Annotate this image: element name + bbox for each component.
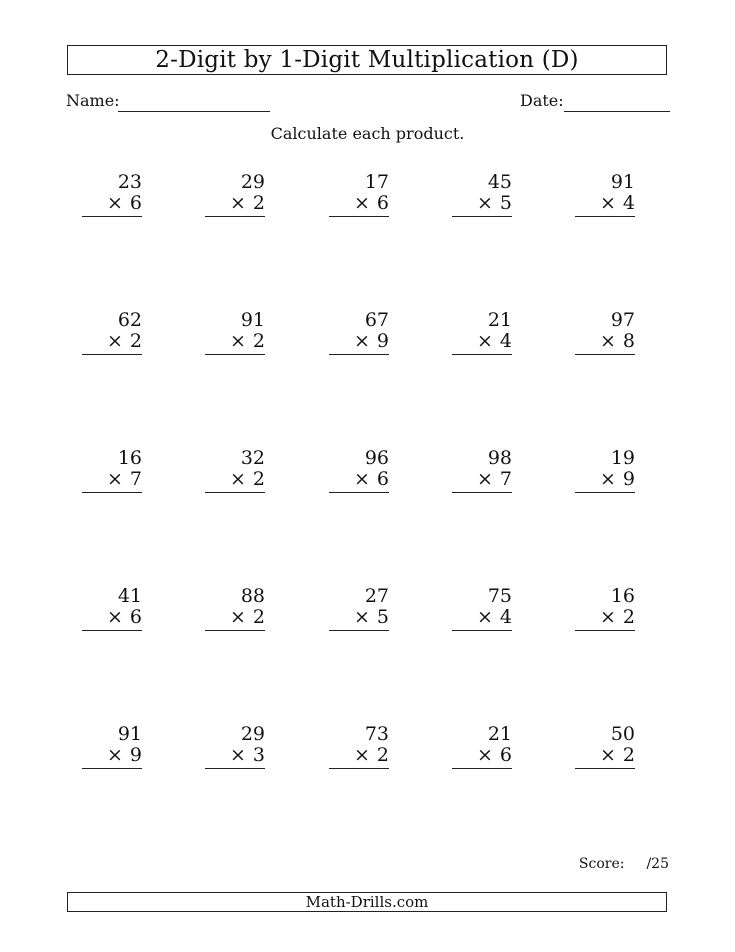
multiplier-row [82, 193, 142, 217]
multiplier-row [575, 607, 635, 631]
multiplier: 2 [622, 606, 635, 628]
multiplier: 2 [252, 192, 265, 214]
multiplicand: 29 [240, 171, 265, 193]
problem [205, 448, 265, 493]
times-sign: × [106, 744, 123, 766]
multiplier-row [329, 469, 389, 493]
times-sign: × [353, 468, 370, 490]
multiplier: 9 [376, 330, 389, 352]
multiplier-row [452, 745, 512, 769]
name-label: Name: [66, 91, 120, 110]
times-sign: × [476, 330, 493, 352]
times-sign: × [229, 606, 246, 628]
multiplier-row [575, 193, 635, 217]
multiplier: 4 [499, 330, 512, 352]
multiplier-row [82, 745, 142, 769]
multiplicand: 19 [610, 447, 635, 469]
problem [452, 310, 512, 355]
problem [205, 586, 265, 631]
problem [205, 724, 265, 769]
problem [82, 448, 142, 493]
multiplicand: 96 [364, 447, 389, 469]
multiplicand: 21 [487, 723, 512, 745]
multiplier: 6 [376, 468, 389, 490]
times-sign: × [353, 330, 370, 352]
problem [452, 448, 512, 493]
multiplicand: 16 [117, 447, 142, 469]
times-sign: × [599, 192, 616, 214]
multiplier-row [82, 469, 142, 493]
problem [82, 586, 142, 631]
multiplicand: 27 [364, 585, 389, 607]
problem [452, 724, 512, 769]
multiplier: 5 [376, 606, 389, 628]
multiplier-row [329, 193, 389, 217]
multiplier-row [452, 607, 512, 631]
multiplicand: 91 [117, 723, 142, 745]
problem [82, 310, 142, 355]
multiplicand: 45 [487, 171, 512, 193]
multiplier: 6 [376, 192, 389, 214]
problem [82, 172, 142, 217]
multiplicand: 16 [610, 585, 635, 607]
instructions: Calculate each product. [270, 124, 465, 143]
score-label: Score: [578, 856, 625, 872]
times-sign: × [599, 468, 616, 490]
multiplier-row [205, 331, 265, 355]
times-sign: × [353, 744, 370, 766]
problem [575, 310, 635, 355]
times-sign: × [599, 606, 616, 628]
problem [575, 172, 635, 217]
multiplier-row [205, 469, 265, 493]
times-sign: × [476, 606, 493, 628]
date-label: Date: [520, 91, 564, 110]
multiplicand: 98 [487, 447, 512, 469]
times-sign: × [106, 606, 123, 628]
multiplicand: 91 [610, 171, 635, 193]
multiplier-row [452, 193, 512, 217]
multiplier: 2 [622, 744, 635, 766]
multiplier-row [329, 607, 389, 631]
footer: Math-Drills.com [67, 892, 667, 912]
problem [329, 586, 389, 631]
multiplier: 6 [129, 192, 142, 214]
times-sign: × [106, 192, 123, 214]
multiplicand: 67 [364, 309, 389, 331]
multiplicand: 17 [364, 171, 389, 193]
problem [329, 724, 389, 769]
multiplier: 4 [622, 192, 635, 214]
multiplier: 3 [252, 744, 265, 766]
times-sign: × [599, 744, 616, 766]
worksheet-title: 2-Digit by 1-Digit Multiplication (D) [67, 45, 667, 75]
times-sign: × [229, 192, 246, 214]
multiplier-row [329, 331, 389, 355]
times-sign: × [106, 468, 123, 490]
multiplier: 9 [622, 468, 635, 490]
multiplier-row [575, 745, 635, 769]
multiplicand: 62 [117, 309, 142, 331]
problem [452, 172, 512, 217]
multiplier: 8 [622, 330, 635, 352]
multiplier: 6 [499, 744, 512, 766]
multiplier-row [575, 469, 635, 493]
times-sign: × [599, 330, 616, 352]
multiplier: 4 [499, 606, 512, 628]
multiplier-row [205, 193, 265, 217]
problem [575, 448, 635, 493]
times-sign: × [476, 744, 493, 766]
problem [205, 310, 265, 355]
multiplicand: 91 [240, 309, 265, 331]
times-sign: × [476, 192, 493, 214]
times-sign: × [353, 606, 370, 628]
problem [205, 172, 265, 217]
problem [575, 724, 635, 769]
problem [575, 586, 635, 631]
problem [329, 448, 389, 493]
date-field[interactable] [564, 111, 670, 112]
problem [82, 724, 142, 769]
multiplier: 2 [129, 330, 142, 352]
multiplier: 7 [129, 468, 142, 490]
multiplier-row [575, 331, 635, 355]
name-field[interactable] [118, 111, 270, 112]
multiplicand: 21 [487, 309, 512, 331]
multiplicand: 97 [610, 309, 635, 331]
times-sign: × [106, 330, 123, 352]
times-sign: × [353, 192, 370, 214]
multiplier: 2 [252, 606, 265, 628]
times-sign: × [476, 468, 493, 490]
multiplicand: 41 [117, 585, 142, 607]
multiplier-row [205, 745, 265, 769]
score-total: /25 [646, 856, 669, 872]
multiplier-row [82, 331, 142, 355]
problem [329, 310, 389, 355]
problem [452, 586, 512, 631]
score-area [579, 856, 669, 872]
times-sign: × [229, 330, 246, 352]
multiplier: 5 [499, 192, 512, 214]
problem [329, 172, 389, 217]
multiplier: 2 [376, 744, 389, 766]
multiplier-row [452, 469, 512, 493]
multiplicand: 73 [364, 723, 389, 745]
multiplicand: 75 [487, 585, 512, 607]
multiplicand: 88 [240, 585, 265, 607]
multiplier-row [82, 607, 142, 631]
multiplier: 9 [129, 744, 142, 766]
multiplier-row [205, 607, 265, 631]
multiplier: 2 [252, 468, 265, 490]
multiplier-row [452, 331, 512, 355]
multiplier: 6 [129, 606, 142, 628]
multiplicand: 32 [240, 447, 265, 469]
times-sign: × [229, 744, 246, 766]
multiplier-row [329, 745, 389, 769]
multiplicand: 29 [240, 723, 265, 745]
multiplicand: 23 [117, 171, 142, 193]
multiplicand: 50 [610, 723, 635, 745]
multiplier: 7 [499, 468, 512, 490]
times-sign: × [229, 468, 246, 490]
multiplier: 2 [252, 330, 265, 352]
